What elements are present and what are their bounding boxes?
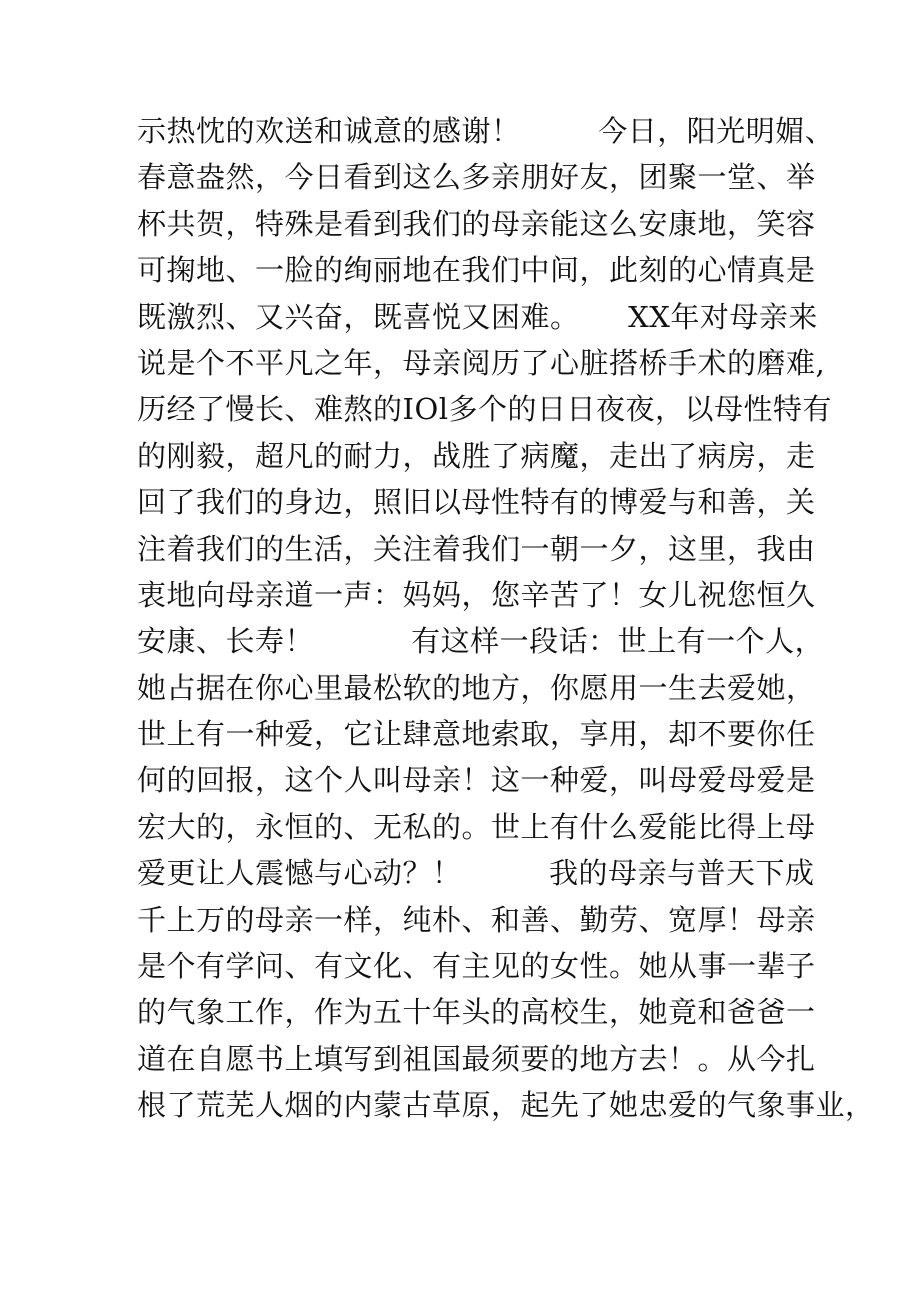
- text-line: 是个有学问、有文化、有主见的女性。她从事一辈子: [137, 949, 816, 984]
- text-line: 何的回报，这个人叫母亲！这一种爱，叫母爱母爱是: [137, 763, 816, 798]
- text-line: 注着我们的生活，关注着我们一朝一夕，这里，我由: [137, 531, 816, 566]
- text-line: 春意盎然，今日看到这么多亲朋好友，团聚一堂、举: [137, 160, 816, 195]
- text-line: 根了荒芜人烟的内蒙古草原，起先了她忠爱的气象事业，: [137, 1088, 875, 1123]
- text-line: 世上有一种爱，它让肆意地索取，享用，却不要你任: [137, 717, 816, 752]
- body-text: [137, 108, 875, 1129]
- text-line: 回了我们的身边，照旧以母性特有的博爱与和善，关: [137, 485, 816, 520]
- text-line: 可掬地、一脸的绚丽地在我们中间，此刻的心情真是: [137, 253, 816, 288]
- text-line: 示热忱的欢送和诚意的感谢！ 今日，阳光明媚、: [137, 114, 835, 148]
- text-line: 的气象工作，作为五十年头的高校生，她竟和爸爸一: [137, 995, 816, 1030]
- text-line: 说是个不平凡之年，母亲阅历了心脏搭桥手术的磨难,: [137, 345, 826, 380]
- text-line: 道在自愿书上填写到祖国最须要的地方去！。从今扎: [137, 1041, 816, 1076]
- text-line: 杯共贺，特殊是看到我们的母亲能这么安康地，笑容: [137, 206, 816, 241]
- text-line: 历经了慢长、难熬的IOl多个的日日夜夜，以母性特有: [137, 392, 833, 427]
- text-line: 她占据在你心里最松软的地方，你愿用一生去爱她，: [137, 670, 816, 705]
- text-line: 千上万的母亲一样，纯朴、和善、勤劳、宽厚！母亲: [137, 902, 816, 937]
- text-line: 既激烈、又兴奋，既喜悦又困难。 XX年对母亲来: [137, 299, 818, 334]
- text-line: 宏大的，永恒的、无私的。世上有什么爱能比得上母: [137, 809, 816, 844]
- text-line: 爱更让人震憾与心动？！ 我的母亲与普天下成: [137, 856, 815, 891]
- text-line: 安康、长寿！ 有这样一段话：世上有一个人，: [137, 624, 825, 659]
- text-line: 的刚毅，超凡的耐力，战胜了病魔，走出了病房，走: [137, 438, 816, 473]
- text-line: 衷地向母亲道一声：妈妈，您辛苦了！女儿祝您恒久: [137, 577, 816, 612]
